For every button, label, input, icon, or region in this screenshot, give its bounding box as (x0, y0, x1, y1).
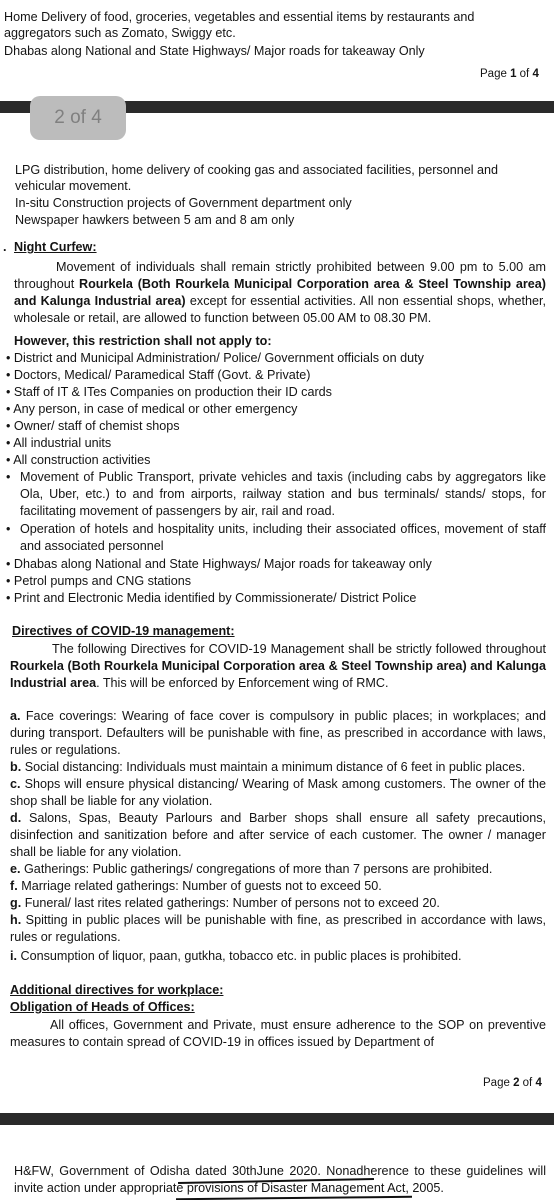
directive-item-a: a. Face coverings: Wearing of face cover is compulsory in public places; in workplaces; and during transport. Defaulters will be punishable with fine, as prescribed in accordance with laws, rules or regulations. (10, 709, 546, 757)
exemption-item: • Petrol pumps and CNG stations (6, 574, 192, 588)
page1-line-1: Home Delivery of food, groceries, vegetables and essential items by restaurants and (4, 10, 475, 24)
exemption-item: • All industrial units (6, 436, 112, 450)
exemption-item: • Any person, in case of medical or other emergency (6, 402, 298, 416)
directive-item-h: h. Spitting in public places will be punishable with fine, as prescribed in accordance with laws, rules or regulations. (10, 913, 546, 944)
page-separator (0, 1113, 554, 1125)
exemption-item: • Owner/ staff of chemist shops (6, 419, 180, 433)
page-1-number: Page 1 of 4 (480, 68, 539, 80)
directive-item-d: d. Salons, Spas, Beauty Parlours and Barber shops shall ensure all safety precautions, disinfection and sanitization before and after service of each customer. The owner / manager shall be liable for any violation. (10, 811, 546, 859)
exemption-item: • Staff of IT & ITes Companies on production their ID cards (6, 385, 332, 399)
construction-line: In-situ Construction projects of Government department only (15, 196, 352, 210)
page1-line-3: Dhabas along National and State Highways/ Major roads for takeaway Only (4, 44, 425, 58)
exemption-item: • Doctors, Medical/ Paramedical Staff (Govt. & Private) (6, 368, 311, 382)
page1-line-2: aggregators such as Zomato, Swiggy etc. (4, 26, 236, 40)
newspaper-line: Newspaper hawkers between 5 am and 8 am only (15, 213, 295, 227)
exemptions-heading: However, this restriction shall not apply to: (14, 334, 272, 348)
exemption-item: • District and Municipal Administration/ Police/ Government officials on duty (6, 351, 424, 365)
exemption-item-text: Movement of Public Transport, private vehicles and taxis (including cabs by aggregators like Ola, Uber, etc.) to and from airports, railway station and bus terminals/ stands/ stops, for facilitating movement of passengers by air, rail and road. (20, 470, 546, 518)
exemption-item: • All construction activities (6, 453, 151, 467)
lpg-line-2: vehicular movement. (15, 179, 132, 193)
exemption-item: • Print and Electronic Media identified by Commissionerate/ District Police (6, 591, 417, 605)
workplace-paragraph: All offices, Government and Private, must ensure adherence to the SOP on preventive measures to contain spread of COVID-19 in offices issued by Department of (10, 1018, 546, 1049)
night-curfew-heading: Night Curfew: (14, 240, 97, 254)
directive-item-g: g. Funeral/ last rites related gatherings: Number of persons not to exceed 20. (10, 896, 440, 910)
page-1 (0, 0, 554, 100)
directives-intro: The following Directives for COVID-19 Management shall be strictly followed throughout Rourkela (Both Rourkela Municipal Corporation area & Steel Township area) and Kalunga Industrial area. This will be enforced by Enforcement wing of RMC. (10, 642, 546, 690)
exemption-item-text: Operation of hotels and hospitality units, including their associated offices, movement of staff and associated personnel (20, 522, 546, 553)
workplace-heading: Additional directives for workplace: (10, 983, 224, 997)
lpg-line-1: LPG distribution, home delivery of cooking gas and associated facilities, personnel and (15, 163, 499, 177)
page-indicator-badge: 2 of 4 (30, 96, 126, 140)
page-2-number: Page 2 of 4 (483, 1077, 542, 1089)
directive-item-i: i. Consumption of liquor, paan, gutkha, tobacco etc. in public places is prohibited. (10, 949, 462, 963)
page3-paragraph: H&FW, Government of Odisha dated 30thJune 2020. Nonadherence to these guidelines will invite action under appropriate provisions of Disaster Management Act, 2005. (14, 1164, 546, 1195)
directive-item-c: c. Shops will ensure physical distancing/ Wearing of Mask among customers. The owner of the shop shall be liable for any violation. (10, 777, 546, 808)
night-curfew-paragraph: Movement of individuals shall remain strictly prohibited between 9.00 pm to 5.00 am throughout Rourkela (Both Rourkela Municipal Corporation area & Steel Township area) and Kalunga Industrial area) except for essential activities. All non essential shops, whether, wholesale or retail, are allowed to function between 05.00 AM to 08.30 PM. (14, 260, 546, 325)
directive-item-b: b. Social distancing: Individuals must maintain a minimum distance of 6 feet in public places. (10, 760, 526, 774)
exemption-item: • Dhabas along National and State Highways/ Major roads for takeaway only (6, 557, 432, 571)
exemption-item: • (6, 522, 11, 536)
heads-of-offices-heading: Obligation of Heads of Offices: (10, 1000, 195, 1014)
night-curfew-marker: . (3, 240, 7, 254)
directive-item-f: f. Marriage related gatherings: Number of guests not to exceed 50. (10, 879, 382, 893)
exemption-item: • (6, 470, 11, 484)
directives-heading: Directives of COVID-19 management: (12, 624, 235, 638)
directive-item-e: e. Gatherings: Public gatherings/ congregations of more than 7 persons are prohibited. (10, 862, 493, 876)
